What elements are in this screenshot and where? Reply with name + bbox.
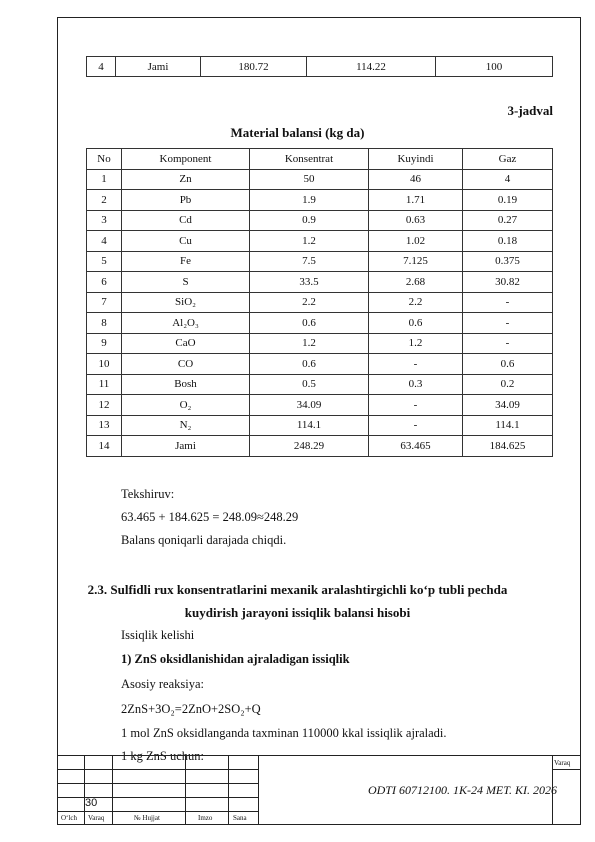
table-row — [87, 354, 553, 375]
table-row — [87, 272, 553, 293]
page-number: 30 — [85, 797, 98, 809]
table-cell: 0.5 — [250, 374, 369, 395]
table-row — [87, 231, 553, 252]
col-hujjat: № Hujjat — [134, 814, 160, 822]
table-cell: 10 — [87, 354, 122, 375]
table-cell: 5 — [87, 251, 122, 272]
table-cell: 248.29 — [250, 436, 369, 457]
table-cell: 114.22 — [307, 57, 436, 77]
table-cell: CO — [122, 354, 250, 375]
table-cell: 63.465 — [369, 436, 463, 457]
col-varaq: Varaq — [88, 814, 105, 822]
body-line: Issiqlik kelishi — [121, 628, 195, 642]
table-cell: 7.5 — [250, 251, 369, 272]
table-cell: SiO₂ — [122, 292, 250, 313]
table-cell: Bosh — [122, 374, 250, 395]
column-header: No — [87, 149, 122, 170]
body-line: 1 mol ZnS oksidlanganda taxminan 110000 kkal issiqlik ajraladi. — [121, 726, 447, 740]
table-cell: N₂ — [122, 415, 250, 436]
table-row — [87, 333, 553, 354]
table-cell: 2.2 — [369, 292, 463, 313]
check-conclusion: Balans qoniqarli darajada chiqdi. — [121, 533, 287, 547]
column-header: Komponent — [122, 149, 250, 170]
table-cell: 14 — [87, 436, 122, 457]
top-table — [86, 56, 553, 77]
column-header: Gaz — [463, 149, 553, 170]
table-cell: 11 — [87, 374, 122, 395]
col-sana: Sana — [233, 814, 247, 822]
document-code: ODTI 60712100. 1K-24 MET. KI. 2026 — [367, 783, 558, 797]
column-header: Kuyindi — [369, 149, 463, 170]
table-cell: 30.82 — [463, 272, 553, 293]
col-imzo: Imzo — [198, 814, 213, 822]
table-cell: 1.02 — [369, 231, 463, 252]
table-cell: Zn — [122, 169, 250, 190]
section-heading-line1: 2.3. Sulfidli rux konsentratlarini mexanik aralashtirgichli ko‘p tubli pechda — [87, 582, 508, 597]
table-cell: 4 — [87, 231, 122, 252]
table-row — [87, 190, 553, 211]
table-row — [87, 57, 553, 77]
table-cell: 0.63 — [369, 210, 463, 231]
table-cell: 180.72 — [201, 57, 307, 77]
table-cell: 3 — [87, 210, 122, 231]
table-row — [87, 415, 553, 436]
table-cell: 1.9 — [250, 190, 369, 211]
table-cell: 0.375 — [463, 251, 553, 272]
table-cell: Pb — [122, 190, 250, 211]
table-cell: 7.125 — [369, 251, 463, 272]
subsection-title: 1) ZnS oksidlanishidan ajraladigan issiqlik — [121, 652, 350, 666]
table-cell: 34.09 — [463, 395, 553, 416]
table-cell: CaO — [122, 333, 250, 354]
table-row — [87, 374, 553, 395]
table-title: Material balansi (kg da) — [230, 125, 365, 140]
table-cell: 0.6 — [250, 313, 369, 334]
table-cell: 2 — [87, 190, 122, 211]
table-cell: 1 — [87, 169, 122, 190]
material-balance-table — [86, 148, 553, 457]
table-cell: 1.71 — [369, 190, 463, 211]
table-cell: 4 — [87, 57, 116, 77]
table-cell: - — [369, 395, 463, 416]
table-cell: 0.3 — [369, 374, 463, 395]
table-cell: 50 — [250, 169, 369, 190]
table-row — [87, 169, 553, 190]
table-cell: 4 — [463, 169, 553, 190]
table-cell: Jami — [116, 57, 201, 77]
check-equation: 63.465 + 184.625 = 248.09≈248.29 — [121, 510, 299, 524]
table-cell: 2.68 — [369, 272, 463, 293]
table-cell: Fe — [122, 251, 250, 272]
table-cell: 114.1 — [463, 415, 553, 436]
table-cell: 0.6 — [369, 313, 463, 334]
title-block-stamp — [57, 755, 581, 825]
table-cell: 13 — [87, 415, 122, 436]
table-cell: 0.6 — [463, 354, 553, 375]
table-cell: 0.2 — [463, 374, 553, 395]
table-cell: 0.9 — [250, 210, 369, 231]
table-cell: - — [463, 333, 553, 354]
table-cell: 2.2 — [250, 292, 369, 313]
varaq-label: Varaq — [554, 759, 571, 767]
table-cell: 6 — [87, 272, 122, 293]
table-row — [87, 292, 553, 313]
table-cell: 0.19 — [463, 190, 553, 211]
table-cell: 34.09 — [250, 395, 369, 416]
table-cell: 0.6 — [250, 354, 369, 375]
table-row — [87, 251, 553, 272]
table-cell: Cd — [122, 210, 250, 231]
table-cell: 7 — [87, 292, 122, 313]
table-cell: - — [463, 313, 553, 334]
table-cell: - — [369, 415, 463, 436]
table-cell: 1.2 — [250, 231, 369, 252]
table-cell: 9 — [87, 333, 122, 354]
table-caption: 3-jadval — [507, 103, 553, 118]
table-cell: 0.27 — [463, 210, 553, 231]
table-cell: O₂ — [122, 395, 250, 416]
table-cell: 33.5 — [250, 272, 369, 293]
body-line: 1 kg ZnS uchun: — [121, 749, 204, 763]
table-row — [87, 313, 553, 334]
table-row — [87, 210, 553, 231]
table-cell: - — [369, 354, 463, 375]
table-row — [87, 395, 553, 416]
table-cell: 46 — [369, 169, 463, 190]
body-line: Asosiy reaksiya: — [121, 677, 204, 691]
check-label: Tekshiruv: — [121, 487, 175, 501]
table-cell: 184.625 — [463, 436, 553, 457]
table-cell: Cu — [122, 231, 250, 252]
table-cell: 8 — [87, 313, 122, 334]
table-row — [87, 436, 553, 457]
table-cell: 12 — [87, 395, 122, 416]
column-header: Konsentrat — [250, 149, 369, 170]
table-cell: 0.18 — [463, 231, 553, 252]
table-cell: 1.2 — [369, 333, 463, 354]
col-olch: O‘lch — [61, 814, 77, 822]
table-cell: 100 — [436, 57, 553, 77]
reaction-equation: 2ZnS+3O₂=2ZnO+2SO₂+Q — [121, 702, 261, 716]
table-cell: - — [463, 292, 553, 313]
table-cell: 114.1 — [250, 415, 369, 436]
table-header-row — [87, 149, 553, 170]
table-cell: 1.2 — [250, 333, 369, 354]
table-cell: Jami — [122, 436, 250, 457]
section-heading-line2: kuydirish jarayoni issiqlik balansi hisobi — [184, 605, 411, 620]
table-cell: S — [122, 272, 250, 293]
table-cell: Al₂O₃ — [122, 313, 250, 334]
